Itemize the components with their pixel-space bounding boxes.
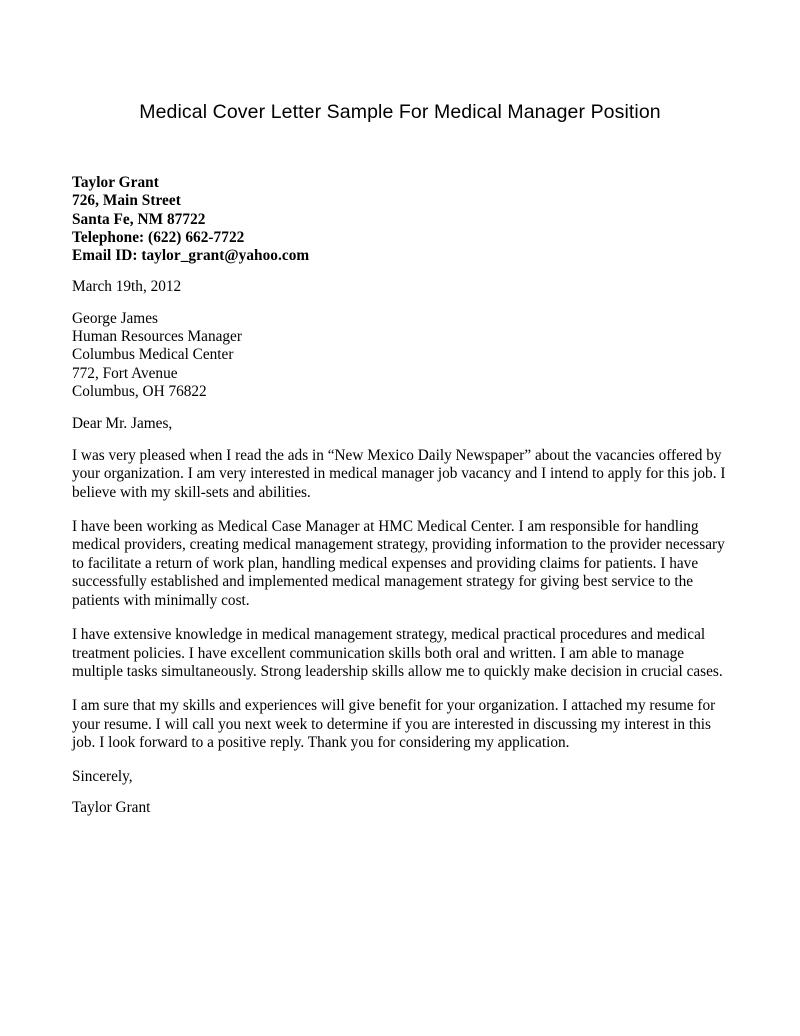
recipient-city-state-zip: Columbus, OH 76822 — [72, 382, 207, 400]
body-paragraph: I am sure that my skills and experiences will give benefit for your organization. I attached my resume for your resume. I will call you next week to determine if you are interested in discussing my interest in this job. I look forward to a positive reply. Thank you for considering my application. — [72, 696, 716, 752]
sender-street: 726, Main Street — [72, 192, 181, 210]
body-paragraph: I have been working as Medical Case Manager at HMC Medical Center. I am responsible for handling medical providers, creating medical management strategy, providing information to the provider necessary to facilitate a return of work plan, handling medical expenses and providing claims for patients. I have successfully established and implemented medical management strategy for giving best service to the patients with minimally cost. — [72, 517, 725, 610]
sender-city-state-zip: Santa Fe, NM 87722 — [72, 210, 206, 228]
recipient-organization: Columbus Medical Center — [72, 346, 234, 364]
salutation: Dear Mr. James, — [72, 415, 173, 433]
sender-name: Taylor Grant — [72, 174, 159, 191]
recipient-name: George James — [72, 309, 158, 327]
signature-name: Taylor Grant — [72, 799, 151, 817]
recipient-job-title: Human Resources Manager — [72, 328, 242, 346]
letter-body — [72, 174, 728, 818]
sender-email: Email ID: taylor_grant@yahoo.com — [72, 247, 310, 265]
page-title: Medical Cover Letter Sample For Medical Manager Position — [139, 101, 661, 124]
sender-telephone: Telephone: (622) 662-7722 — [72, 228, 245, 246]
letter-date: March 19th, 2012 — [72, 278, 182, 296]
closing: Sincerely, — [72, 768, 133, 786]
recipient-address-block — [72, 310, 728, 401]
recipient-street: 772, Fort Avenue — [72, 364, 178, 382]
sender-address-block — [72, 174, 728, 265]
body-paragraph: I have extensive knowledge in medical management strategy, medical practical procedures and medical treatment policies. I have excellent communication skills both oral and written. I am able to manage multiple tasks simultaneously. Strong leadership skills allow me to quickly make decision in crucial cases. — [72, 625, 723, 681]
body-paragraph: I was very pleased when I read the ads in “New Mexico Daily Newspaper” about the vacancies offered by your organization. I am very interested in medical manager job vacancy and I intend to apply for this job. I believe with my skill-sets and abilities. — [72, 446, 726, 501]
